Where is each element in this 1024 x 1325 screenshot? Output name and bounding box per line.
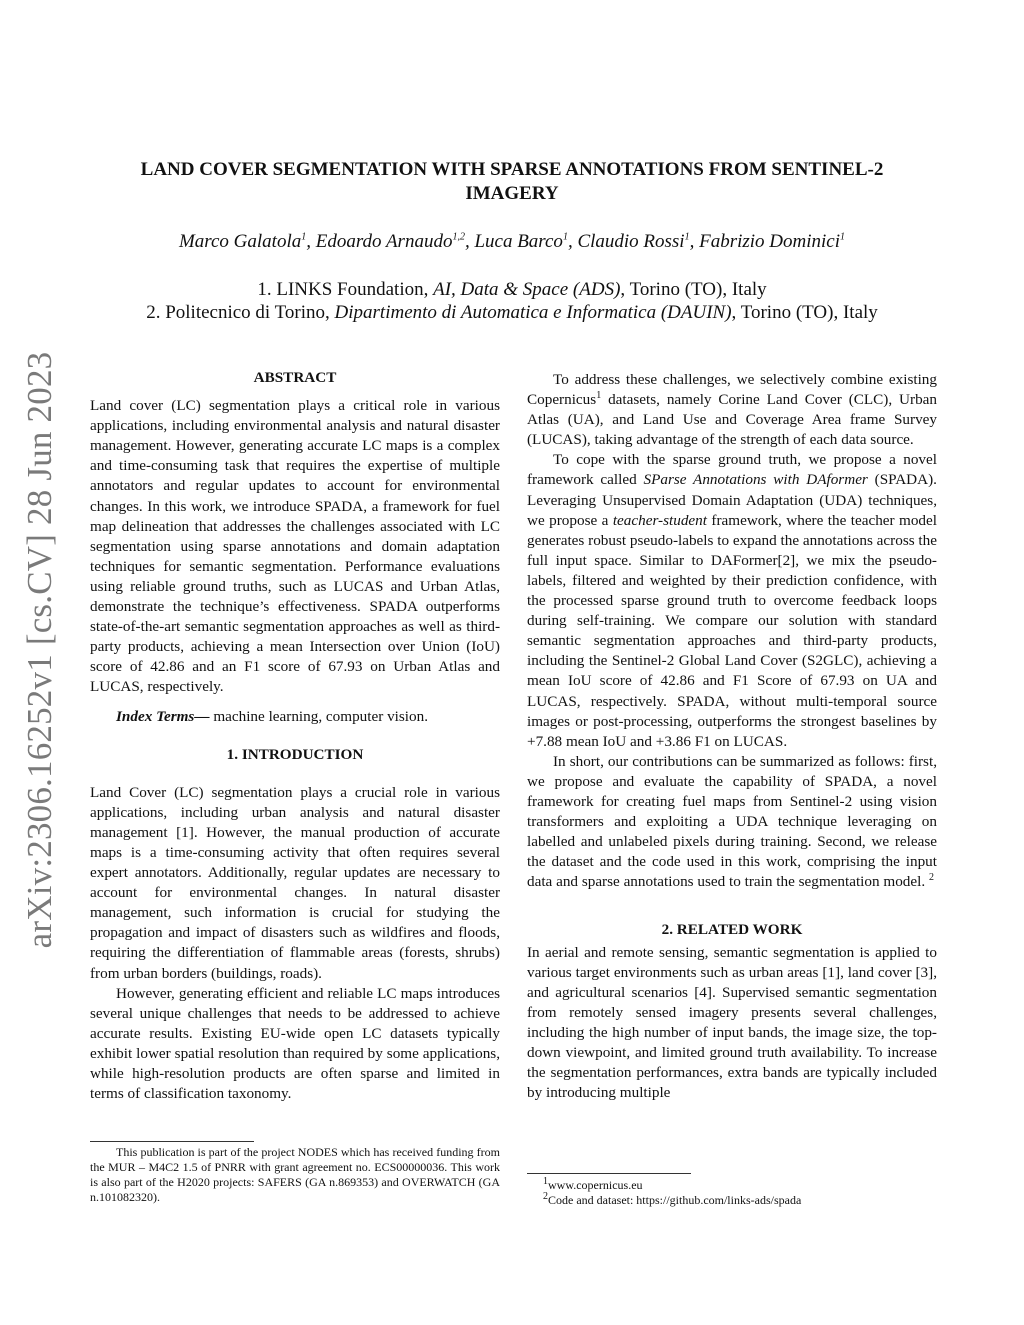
author-sup: 1 bbox=[840, 231, 846, 243]
right-footnotes bbox=[543, 1178, 933, 1208]
author-name: Fabrizio Dominici bbox=[699, 231, 841, 252]
footnote-2-number: 2 bbox=[543, 1191, 548, 1202]
author-name: Marco Galatola bbox=[178, 231, 302, 252]
right-paragraph-2 bbox=[527, 450, 937, 751]
author-3 bbox=[474, 231, 567, 252]
author-2 bbox=[316, 231, 465, 252]
author-4 bbox=[577, 231, 689, 252]
right-paragraph-3 bbox=[527, 752, 937, 893]
left-column bbox=[90, 368, 500, 1104]
footnote-1-number: 1 bbox=[543, 1176, 548, 1187]
author-name: Claudio Rossi bbox=[577, 231, 685, 252]
affiliation-2-prefix: 2. Politecnico di Torino, bbox=[146, 302, 335, 323]
right-paragraph-2-part-b: (SPADA). Leveraging Unsupervised Domain Adaptation (UDA) techniques, we propose a bbox=[527, 471, 937, 529]
affiliation-1-dept: AI, Data & Space (ADS) bbox=[433, 279, 621, 300]
author-1 bbox=[179, 231, 306, 252]
index-terms-text: machine learning, computer vision. bbox=[209, 707, 428, 725]
intro-heading: 1. INTRODUCTION bbox=[226, 745, 364, 763]
affiliation-2 bbox=[80, 301, 944, 325]
index-terms-label: Index Terms— bbox=[116, 707, 210, 725]
author-sup: 1 bbox=[301, 231, 307, 243]
footnote-2-text: Code and dataset: https://github.com/links-ads/spada bbox=[548, 1193, 802, 1207]
footnote-ref-1: 1 bbox=[596, 390, 602, 402]
affiliation-1-suffix: , Torino (TO), Italy bbox=[620, 279, 767, 300]
right-paragraph-2-part-a: To cope with the sparse ground truth, we propose a novel framework called bbox=[527, 451, 937, 489]
right-paragraph-1-part-a: To address these challenges, we selectively combine existing Copernicus bbox=[527, 371, 937, 409]
right-paragraph-1 bbox=[527, 370, 937, 450]
intro-paragraph-2: However, generating efficient and reliable LC maps introduces several unique challenges that needs to be addressed to achieve accurate results. Existing EU-wide open LC datasets typically exhibit lower spatial resolution than required by some applications, while high-resolution products are often sparse and limited in terms of classification taxonomy. bbox=[90, 984, 500, 1103]
author-name: Edoardo Arnaudo bbox=[315, 231, 453, 252]
affiliation-1 bbox=[80, 278, 944, 302]
footnote-1-text: www.copernicus.eu bbox=[548, 1178, 643, 1192]
author-sup: 1,2 bbox=[452, 231, 465, 243]
right-footnote-rule bbox=[527, 1173, 691, 1174]
right-paragraph-1-part-b: datasets, namely Corine Land Cover (CLC), Urban Atlas (UA), and Land Use and Coverage Area frame Survey (LUCAS), taking advantage of the strength of each data source. bbox=[527, 391, 937, 449]
title-line-2: IMAGERY bbox=[465, 183, 559, 204]
footnote-ref-2: 2 bbox=[928, 872, 934, 884]
paper-title bbox=[110, 158, 914, 206]
right-paragraph-3-text: In short, our contributions can be summarized as follows: first, we propose and evaluate the capability of SPADA, a novel framework for creating fuel maps from Sentinel-2 using vision transformers and exploiting a UDA technique leveraging on labelled and unlabeled pixels during training. Second, we release the dataset and the code used in this work, comprising the input data and sparse annotations used to train the segmentation model. bbox=[527, 752, 937, 891]
title-line-1: LAND COVER SEGMENTATION WITH SPARSE ANNOTATIONS FROM SENTINEL-2 bbox=[140, 159, 884, 180]
abstract-text: Land cover (LC) segmentation plays a critical role in various applications, including environmental analysis and natural disaster management. However, generating accurate LC maps is a complex and time-consuming task that requires the expertise of multiple annotators and regular updates to account for environmental changes. In this work, we introduce SPADA, a framework for fuel map delineation that addresses the challenges associated with LC segmentation using sparse annotations and domain adaptation techniques for semantic segmentation. Performance evaluations using reliable ground truths, such as LUCAS and Urban Atlas, demonstrate the technique’s effectiveness. SPADA outperforms state-of-the-art semantic segmentation approaches as well as third-party products, achieving a mean Intersection over Union (IoU) score of 42.86 and an F1 score of 67.93 on Urban Atlas and LUCAS, respectively. bbox=[90, 397, 500, 696]
right-column bbox=[527, 370, 937, 1103]
affiliation-1-prefix: 1. LINKS Foundation, bbox=[257, 279, 434, 300]
author-sup: 1 bbox=[684, 231, 690, 243]
arxiv-stamp: arXiv:2306.16252v1 [cs.CV] 28 Jun 2023 bbox=[20, 351, 59, 949]
affiliation-2-dept: Dipartimento di Automatica e Informatica (DAUIN) bbox=[334, 302, 732, 323]
author-5 bbox=[699, 231, 845, 252]
affiliation-2-suffix: , Torino (TO), Italy bbox=[731, 302, 878, 323]
index-terms bbox=[90, 707, 500, 727]
footnote-1 bbox=[543, 1178, 933, 1193]
right-paragraph-2-part-c: framework, where the teacher model generates robust pseudo-labels to expand the annotations across the full input space. Similar to DAFormer[2], we mix the pseudo-labels, filtered and weighted by their prediction confidence, with the processed sparse ground truth to overcome feedback loops during self-training. We compare our solution with standard semantic segmentation approaches and third-party products, including the Sentinel-2 Global Land Cover (S2GLC), achieving a mean IoU score of 42.86 and F1 Score of 67.93 on UA and LUCAS, respectively. SPADA, without multi-temporal source images or post-processing, outperforms the strongest baselines by +7.88 mean IoU and +3.86 F1 on LUCAS. bbox=[527, 511, 937, 750]
left-footnote: This publication is part of the project NODES which has received funding from the MUR – M4C2 1.5 of PNRR with grant agreement no. ECS00000036. This work is also part of the H2020 projects: SAFERS (GA n.869353) and OVERWATCH (GA n.101082320). bbox=[90, 1145, 500, 1204]
intro-paragraph-1: Land Cover (LC) segmentation plays a crucial role in various applications, including urban analysis and natural disaster management [1]. However, the manual production of accurate maps is a time-consuming activity that often requires several expert annotators. Additionally, regular updates are necessary to account for environmental changes. In natural disaster management, such information is crucial for studying the propagation and impact of disasters such as wildfires and floods, requiring the differentiation of flammable areas (forests, shrubs) from urban borders (buildings, roads). bbox=[90, 783, 500, 982]
abstract-heading: ABSTRACT bbox=[253, 369, 337, 386]
author-list: Marco Galatola$^1$, Edoardo Arnaudo$^{1,2}$, Luca Barco$^1$, Claudio Rossi$^1$, Fabrizio Dominici$^1$ bbox=[178, 231, 846, 252]
right-paragraph-2-emphasis-2: teacher-student bbox=[612, 511, 707, 529]
right-paragraph-2-emphasis-1: SParse Annotations with DAformer bbox=[643, 471, 868, 489]
related-work-heading: 2. RELATED WORK bbox=[661, 921, 803, 939]
author-sup: 1 bbox=[562, 231, 568, 243]
related-work-paragraph-1: In aerial and remote sensing, semantic segmentation is applied to various target environments such as urban areas [1], land cover [3], and agricultural scenarios [4]. Supervised semantic segmentation from remotely sensed imagery presents several challenges, including the high number of input bands, the image size, the top-down viewpoint, and limited ground truth availability. To increase the segmentation performances, extra bands are typically included by introducing multiple bbox=[527, 943, 937, 1102]
left-footnote-rule bbox=[90, 1141, 254, 1142]
author-name: Luca Barco bbox=[474, 231, 563, 252]
footnote-2 bbox=[543, 1193, 933, 1208]
